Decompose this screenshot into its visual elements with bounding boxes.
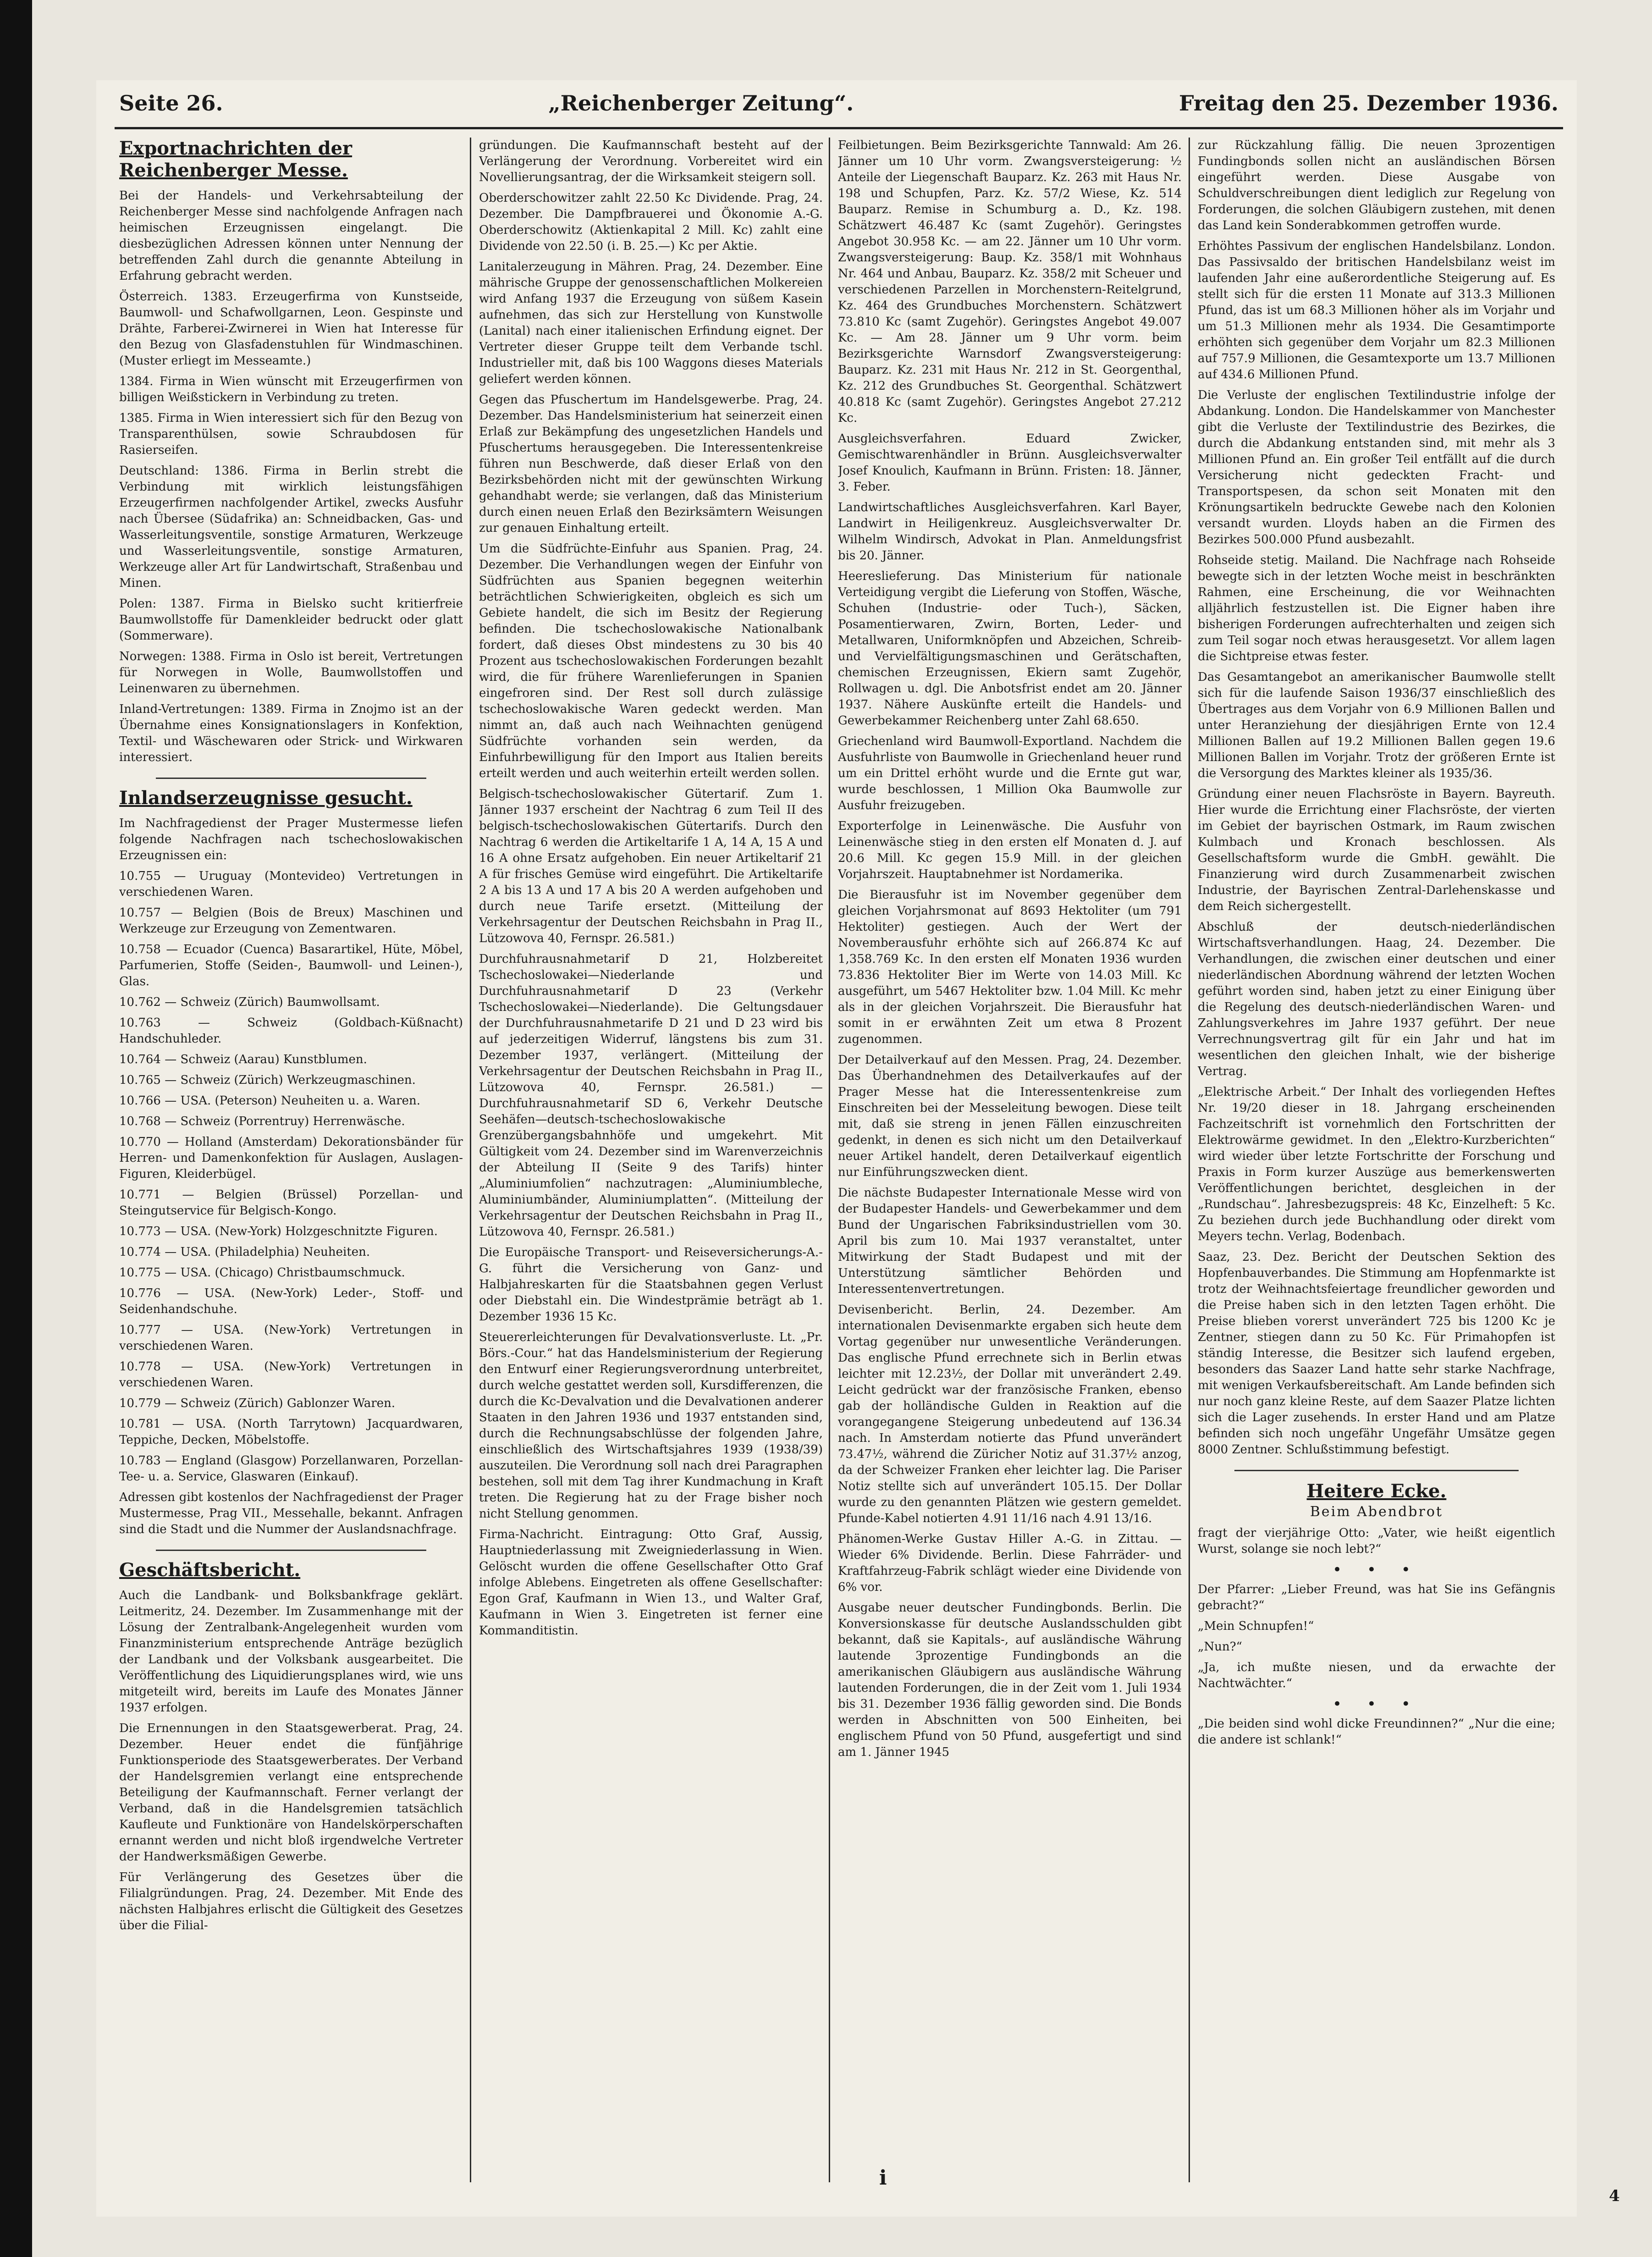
article: „Elektrische Arbeit.“ Der Inhalt des vorliegenden Heftes Nr. 19/20 dieser in 18. Jahrgang erscheinenden Fachzeitschrift ist vornehmlich den Fortschritten der Elektrowärme gewidmet. In den „Elektro-Kurzberichten“ wird wieder über letzte Fortschritte der Forschung und Praxis in Form kurzer Auszüge aus bemerkenswerten Veröffentlichungen berichtet, desgleichen in der „Rundschau“. Jahresbezugspreis: 48 Kc, Einzelheft: 5 Kc. Zu beziehen durch jede Buchhandlung oder direkt vom Meyers techn. Verlag, Bodenbach. [1198, 1085, 1555, 1243]
article: Im Nachfragedienst der Prager Mustermesse liefen folgende Nachfragen nach tschechoslowakischen Erzeugnissen ein: [119, 817, 463, 862]
article: Phänomen-Werke Gustav Hiller A.-G. in Zittau. — Wieder 6% Dividende. Berlin. Diese Fahrräder- und Kraftfahrzeug-Fabrik schlägt wieder eine Dividende von 6% vor. [838, 1532, 1182, 1594]
article: Firma-Nachricht. Eintragung: Otto Graf, Aussig, Hauptniederlassung mit Zweigniederlassung in Wien. Gelöscht wurden die offene Gesellschafter Otto Graf infolge Ablebens. Eingetreten als offene Gesellschafter: Egon Graf, Kaufmann in Wien 13., und Walter Graf, Kaufmann in Wien 3. Eingetreten ist ferner eine Kommanditistin. [479, 1528, 823, 1638]
header-rule [115, 127, 1563, 129]
list-item: 10.781 — USA. (North Tarrytown) Jacquardwaren, Teppiche, Decken, Möbelstoffe. [119, 1417, 463, 1447]
page-header [119, 85, 1558, 121]
article: Österreich. 1383. Erzeugerfirma von Kunstseide, Baumwoll- und Schafwollgarnen, Leon. Gespinste und Drähte, Farberei-Zwirnerei in Wien hat Interesse für den Bezug von Glasfadenstuhlen für Windmaschinen. (Muster erliegt im Messeamte.) [119, 290, 463, 368]
joke: „Die beiden sind wohl dicke Freundinnen?“ „Nur die eine; die andere ist schlank!“ [1198, 1717, 1555, 1747]
list-item: 10.766 — USA. (Peterson) Neuheiten u. a. Waren. [119, 1094, 421, 1108]
article: Devisenbericht. Berlin, 24. Dezember. Am internationalen Devisenmarkte ergaben sich heute dem Vortag gegenüber nur unwesentliche Veränderungen. Das englische Pfund errechnete sich in Berlin etwas leichter mit 12.23½, der Dollar mit unverändert 2.49. Leicht gedrückt war der französische Franken, ebenso gab der holländische Gulden in Reaktion auf die vorangegangene Steigerung unbedeutend auf 136.34 nach. In Amsterdam notierte das Pfund unverändert 73.47½, während die Züricher Notiz auf 31.37½ anzog, da der Schweizer Franken eher leichter lag. Die Pariser Notiz stellte sich auf unverändert 105.15. Der Dollar wurde zu den genannten Plätzen wie gestern gemeldet. Pfunde-Kabel notierten 4.91 11/16 nach 4.91 13/16. [838, 1303, 1182, 1525]
print-mark: i [879, 2166, 887, 2190]
article: Die Europäische Transport- und Reiseversicherungs-A.-G. führt die Versicherung von Ganz- und Halbjahreskarten für die Staatsbahnen gegen Verlust oder Diebstahl ein. Die Windestprämie beträgt ab 1. Dezember 1936 15 Kc. [479, 1246, 823, 1324]
article: Feilbietungen. Beim Bezirksgerichte Tannwald: Am 26. Jänner um 10 Uhr vorm. Zwangsversteigerung: ½ Anteile der Liegenschaft Bauparz. Kz. 263 mit Haus Nr. 198 und Schupfen, Parz. Kz. 57/2 Wiese, Kz. 514 Bauparz. Remise in Schumburg a. D., Kz. 198. Schätzwert 46.487 Kc (samt Zugehör). Geringstes Angebot 30.958 Kc. — am 22. Jänner um 10 Uhr vorm. Zwangsversteigerung: Baup. Kz. 358/1 mit Wohnhaus Nr. 464 und Anbau, Bauparz. Kz. 358/2 mit Scheuer und verschiedenen Parzellen in Morchenstern-Reitelgrund, Kz. 464 des Grundbuches Morchenstern. Schätzwert 73.810 Kc (samt Zugehör). Geringstes Angebot 49.007 Kc. — Am 28. Jänner um 9 Uhr vorm. beim Bezirksgerichte Warnsdorf Zwangsversteigerung: Bauparz. Kz. 231 mit Haus Nr. 212 in St. Georgenthal, Kz. 212 des Grundbuches St. Georgenthal. Schätzwert 40.818 Kc (samt Zugehör). Geringstes Angebot 27.212 Kc. [838, 138, 1182, 425]
list-item: 10.776 — USA. (New-York) Leder-, Stoff- und Seidenhandschuhe. [119, 1286, 463, 1316]
list-item: 10.765 — Schweiz (Zürich) Werkzeugmaschinen. [119, 1073, 416, 1087]
article: Inland-Vertretungen: 1389. Firma in Znojmo ist an der Übernahme eines Konsignationslagers in Konfektion, Textil- und Wäschewaren oder Strick- und Wirkwaren interessiert. [119, 702, 463, 764]
page-number: Seite 26. [119, 91, 223, 116]
list-item: 10.758 — Ecuador (Cuenca) Basarartikel, Hüte, Möbel, Parfumerien, Stoffe (Seiden-, Baumwoll- und Leinen-), Glas. [119, 943, 463, 988]
article: Bei der Handels- und Verkehrsabteilung der Reichenberger Messe sind nachfolgende Anfragen nach heimischen Erzeugnissen eingelangt. Die diesbezüglichen Adressen können unter Nennung der betreffenden Zahl durch die genannte Abteilung in Erfahrung gebracht werden. [119, 189, 463, 283]
article: Deutschland: 1386. Firma in Berlin strebt die Verbindung mit wirklich leistungsfähigen Erzeugerfirmen nachfolgender Artikel, zwecks Ausfuhr nach Übersee (Südafrika) an: Schneidbacken, Gas- und Wasserleitungsventile, sonstige Armaturen, Werkzeuge und Wasserleitungsventile, sonstige Armaturen, Werkzeuge aller Art für Landwirtschaft, Straßenbau und Minen. [119, 464, 463, 590]
article: Griechenland wird Baumwoll-Exportland. Nachdem die Ausfuhrliste von Baumwolle in Griechenland heuer rund um ein Drittel erhöht wurde und die Ernte gut war, wurde beschlossen, 1 Million Oka Baumwolle zur Ausfuhr freizugeben. [838, 734, 1182, 812]
joke-line: „Nun?“ [1198, 1640, 1242, 1654]
list-item: 10.775 — USA. (Chicago) Christbaumschmuck. [119, 1266, 405, 1280]
article: Lanitalerzeugung in Mähren. Prag, 24. Dezember. Eine mährische Gruppe der genossenschaftlichen Molkereien wird Anfang 1937 die Erzeugung von süßem Kasein aufnehmen, das sich zur Herstellung von Kunstwolle (Lanital) nach einer italienischen Erfindung eignet. Der Vertreter dieser Gruppe teilt dem Verbande tschl. Industrieller mit, daß bis 100 Waggons dieses Materials geliefert werden können. [479, 260, 823, 386]
column-divider [829, 138, 830, 2182]
article: Der Detailverkauf auf den Messen. Prag, 24. Dezember. Das Überhandnehmen des Detailverkaufes auf der Prager Messe hat die Interessentenkreise zum Einschreiten bei der Messeleitung bewogen. Diese teilt mit, daß sie streng in jenen Fällen einzuschreiten gedenkt, in denen es sich nicht um den Detailverkauf neuer Artikel handelt, deren Detailverkauf eigentlich nur Einführungszwecken dient. [838, 1053, 1182, 1179]
list-item: 10.768 — Schweiz (Porrentruy) Herrenwäsche. [119, 1115, 405, 1128]
article: gründungen. Die Kaufmannschaft besteht auf der Verlängerung der Verordnung. Vorbereitet wird ein Novellierungsantrag, der die Wirksamkeit steigern soll. [479, 138, 823, 184]
list-item: 10.763 — Schweiz (Goldbach-Küßnacht) Handschuhleder. [119, 1016, 463, 1046]
list-item: 10.755 — Uruguay (Montevideo) Vertretungen in verschiedenen Waren. [119, 869, 463, 899]
article: 1384. Firma in Wien wünscht mit Erzeugerfirmen von billigen Weißstickern in Verbindung zu treten. [119, 375, 463, 404]
column-1 [119, 138, 463, 2191]
list-item: 10.777 — USA. (New-York) Vertretungen in verschiedenen Waren. [119, 1323, 463, 1353]
list-item: 10.774 — USA. (Philadelphia) Neuheiten. [119, 1245, 370, 1259]
article: Norwegen: 1388. Firma in Oslo ist bereit, Vertretungen für Norwegen in Wolle, Baumwollstoffen und Leinenwaren zu übernehmen. [119, 650, 463, 695]
column-4 [1198, 138, 1555, 2191]
list-item: 10.783 — England (Glasgow) Porzellanwaren, Porzellan-Tee- u. a. Service, Glaswaren (Einkauf). [119, 1454, 463, 1484]
page-marker: 4 [1609, 2187, 1620, 2205]
article: Polen: 1387. Firma in Bielsko sucht kritierfreie Baumwollstoffe für Damenkleider bedruckt oder glatt (Sommerware). [119, 597, 463, 643]
article: Adressen gibt kostenlos der Nachfragedienst der Prager Mustermesse, Prag VII., Messehalle, bekannt. Anfragen sind die Stadt und die Nummer der Auslandsnachfrage. [119, 1490, 463, 1536]
section-divider [156, 1550, 426, 1551]
article: Die Ernennungen in den Staatsgewerberat. Prag, 24. Dezember. Heuer endet die fünfjährige Funktionsperiode des Staatsgewerberates. Der Verband der Handelsgremien verlangt eine entsprechende Beteiligung der Kaufmannschaft. Ferner verlangt der Verband, daß in die Handelsgremien tatsächlich Kaufleute und Funktionäre von Handelskörperschaften ernannt werden und nicht bloß irgendwelche Vertreter der Handwerksmäßigen Gewerbe. [119, 1722, 463, 1864]
article: Das Gesamtangebot an amerikanischer Baumwolle stellt sich für die laufende Saison 1936/37 einschließlich des Übertrages aus dem Vorjahr von 6.9 Millionen Ballen und unter Heranziehung der diesjährigen Ernte von 12.4 Millionen Ballen auf 19.2 Millionen Ballen gegen 19.6 Millionen Ballen im Vorjahr. Trotz der größeren Ernte ist die Versorgung des Marktes kleiner als 1935/36. [1198, 670, 1555, 780]
humor-heading: Heitere Ecke. [1306, 1480, 1447, 1502]
article: zur Rückzahlung fällig. Die neuen 3prozentigen Fundingbonds sollen nicht an ausländischen Börsen eingeführt werden. Diese Ausgabe von Schuldverschreibungen dient lediglich zur Regelung von Forderungen, die solchen Gläubigern zustehen, mit denen das Land kein Sonderabkommen getroffen wurde. [1198, 138, 1555, 232]
separator-dots: • • • [1333, 1561, 1421, 1579]
list-item: 10.778 — USA. (New-York) Vertretungen in verschiedenen Waren. [119, 1360, 463, 1390]
article: Abschluß der deutsch-niederländischen Wirtschaftsverhandlungen. Haag, 24. Dezember. Die Verhandlungen, die zwischen einer deutschen und einer niederländischen Abordnung während der letzten Wochen geführt worden sind, haben jetzt zu einer Einigung über die Regelung des deutsch-niederländischen Waren- und Zahlungsverkehres im Jahre 1937 geführt. Der neue Verrechnungsvertrag gilt für ein Jahr und hat im wesentlichen den gleichen Inhalt, wie der bisherige Vertrag. [1198, 920, 1555, 1078]
article: Gegen das Pfuschertum im Handelsgewerbe. Prag, 24. Dezember. Das Handelsministerium hat seinerzeit einen Erlaß zur Bekämpfung des ungesetzlichen Handels und Pfuschertums herausgegeben. Die Interessentenkreise führen nun Beschwerde, daß dieser Erlaß von den Bezirksbehörden nicht mit der gewünschten Wirkung gehandhabt werde; sie verlangen, daß das Ministerium durch einen neuen Erlaß den Bezirksämtern Weisungen zur genauen Einhaltung erteilt. [479, 393, 823, 535]
issue-date: Freitag den 25. Dezember 1936. [1179, 91, 1558, 116]
separator-dots: • • • [1333, 1695, 1421, 1713]
joke-title: Beim Abendbrot [1310, 1504, 1443, 1520]
article: 1385. Firma in Wien interessiert sich für den Bezug von Transparenthülsen, sowie Schraubdosen für Rasierseifen. [119, 411, 463, 457]
section-heading: Inlandserzeugnisse gesucht. [119, 787, 413, 809]
column-divider [1189, 138, 1190, 2182]
column-divider [470, 138, 471, 2182]
article: Steuererleichterungen für Devalvationsverluste. Lt. „Pr. Börs.-Cour.“ hat das Handelsministerium der Regierung den Entwurf einer Regierungsverordnung unterbreitet, durch welche gestattet werden soll, Kursdifferenzen, die durch die Kc-Devalvation und die Devalvationen anderer Staaten in den Jahren 1936 und 1937 entstanden sind, durch die Rechnungsabschlüsse der folgenden Jahre, einschließlich des Wirtschaftsjahres 1939 (1938/39) auszuteilen. Die Verordnung soll nach drei Paragraphen bestehen, soll mit dem Tag ihrer Kundmachung in Kraft treten. Die Regierung hat zu der Frage bisher noch nicht Stellung genommen. [479, 1330, 823, 1521]
article: Die Verluste der englischen Textilindustrie infolge der Abdankung. London. Die Handelskammer von Manchester gibt die Verluste der Textilindustrie des Bezirkes, die durch die Abdankung entstanden sind, mit mehr als 3 Millionen Pfund an. Ein großer Teil entfällt auf die durch Versicherung nicht gedeckten Fracht- und Transportspesen, da schon seit Monaten mit den Krönungsartikeln bedruckte Gewebe nach den Kolonien versandt wurden. Lloyds haben an die Firmen des Bezirkes 500.000 Pfund ausbezahlt. [1198, 388, 1555, 546]
list-item: 10.757 — Belgien (Bois de Breux) Maschinen und Werkzeuge zur Erzeugung von Zementwaren. [119, 906, 463, 936]
article: Auch die Landbank- und Bolksbankfrage geklärt. Leitmeritz, 24. Dezember. Im Zusammenhange mit der Lösung der Zentralbank-Angelegenheit wurden vom Finanzministerium entsprechende Anträge bezüglich der Landbank und der Volksbank ausgearbeitet. Die Veröffentlichung des Liquidierungsplanes wird, wie uns mitgeteilt wird, bereits im Laufe des Monates Jänner 1937 erfolgen. [119, 1589, 463, 1715]
article: Ausgabe neuer deutscher Fundingbonds. Berlin. Die Konversionskasse für deutsche Auslandsschulden gibt bekannt, daß sie Kapitals-, auf ausländische Währung lautende 3prozentige Fundingbonds an die amerikanischen Gläubigern aus ausländische Währung lautenden Forderungen, die in der Zeit vom 1. Juli 1934 bis 31. Dezember 1936 fällig geworden sind. Die Bonds werden in Abschnitten von 500 Einheiten, bei englischem Pfund von 50 Pfund, ausgefertigt und sind am 1. Jänner 1945 [838, 1601, 1182, 1759]
section-heading: Exportnachrichten der Reichenberger Messe. [119, 138, 352, 181]
list-item: 10.773 — USA. (New-York) Holzgeschnitzte Figuren. [119, 1225, 438, 1238]
article: Die nächste Budapester Internationale Messe wird von der Budapester Handels- und Gewerbekammer und dem Bund der Ungarischen Fabriksindustriellen vom 30. April bis zum 10. Mai 1937 veranstaltet, unter Mitwirkung der Stadt Budapest und mit der Unterstützung sämtlicher Behörden und Interessentenvertretungen. [838, 1186, 1182, 1296]
column-2 [479, 138, 823, 2191]
article: Gründung einer neuen Flachsröste in Bayern. Bayreuth. Hier wurde die Errichtung einer Flachsröste, der vierten im Gebiet der bayrischen Ostmark, im Raum zwischen Kulmbach und Kronach beschlossen. Als Gesellschaftsform wurde die GmbH. gewählt. Die Finanzierung wird durch Zusammenarbeit zwischen Industrie, der Bayrischen Zentral-Darlehenskasse und dem Reich sichergestellt. [1198, 787, 1555, 913]
article: Ausgleichsverfahren. Eduard Zwicker, Gemischtwarenhändler in Brünn. Ausgleichsverwalter Josef Knoulich, Kaufmann in Brünn. Fristen: 18. Jänner, 3. Feber. [838, 432, 1182, 494]
article: Landwirtschaftliches Ausgleichsverfahren. Karl Bayer, Landwirt in Heiligenkreuz. Ausgleichsverwalter Dr. Wilhelm Windirsch, Advokat in Plan. Anmeldungsfrist bis 20. Jänner. [838, 501, 1182, 563]
list-item: 10.779 — Schweiz (Zürich) Gablonzer Waren. [119, 1396, 396, 1410]
article: Für Verlängerung des Gesetzes über die Filialgründungen. Prag, 24. Dezember. Mit Ende des nächsten Halbjahres erlischt die Gültigkeit des Gesetzes über die Filial- [119, 1871, 463, 1932]
article: Rohseide stetig. Mailand. Die Nachfrage nach Rohseide bewegte sich in der letzten Woche meist in beschränkten Rahmen, eine Erscheinung, die vor Weihnachten alljährlich festzustellen ist. Die Eigner haben ihre bisherigen Forderungen aufrechterhalten und zeigen sich zum Teil sogar noch etwas herausgesetzt. Vor allem lagen die Sichtpreise etwas fester. [1198, 553, 1555, 663]
list-item: 10.764 — Schweiz (Aarau) Kunstblumen. [119, 1053, 367, 1066]
article: Oberderschowitzer zahlt 22.50 Kc Dividende. Prag, 24. Dezember. Die Dampfbrauerei und Ökonomie A.-G. Oberderschowitz (Aktienkapital 2 Mill. Kc) zahlt eine Dividende von 22.50 (i. B. 25.—) Kc per Aktie. [479, 191, 823, 253]
article: Saaz, 23. Dez. Bericht der Deutschen Sektion des Hopfenbauverbandes. Die Stimmung am Hopfenmarkte ist trotz der Weihnachtsfeiertage freundlicher geworden und die Preise haben sich in den letzten Tagen erhöht. Die Preise blieben vorerst unverändert 725 bis 1200 Kc je Zentner, stiegen dann zu 50 Kc. Für Primahopfen ist ständig Interesse, die Besitzer sich laufend ergeben, besonders das Saazer Land hatte sehr starke Nachfrage, mit wenigen Verkaufsbereitschaft. Am Lande befinden sich nur noch ganz kleine Reste, auf dem Saazer Platze lichten sich die Lager zusehends. In erster Hand und am Platze befinden sich noch ungefähr Ungefähr Umsätze gegen 8000 Zentner. Schlußstimmung befestigt. [1198, 1250, 1555, 1457]
article: Die Bierausfuhr ist im November gegenüber dem gleichen Vorjahrsmonat auf 8693 Hektoliter (um 791 Hektoliter) gestiegen. Auch der Wert der Novemberausfuhr erhöhte sich auf 266.874 Kc auf 1,358.769 Kc. In den ersten elf Monaten 1936 wurden 73.836 Hektoliter Bier im Werte von 14.03 Mill. Kc ausgeführt, um 5467 Hektoliter bzw. 1.04 Mill. Kc mehr als in der gleichen Vorjahrszeit. Die Bierausfuhr hat somit in er erwähnten Zeit um etwa 8 Prozent zugenommen. [838, 888, 1182, 1046]
section-divider [156, 778, 426, 779]
article: Durchfuhrausnahmetarif D 21, Holzbereitet Tschechoslowakei—Niederlande und Durchfuhrausnahmetarif D 23 (Verkehr Tschechoslowakei—Niederlande). Die Geltungsdauer der Durchfuhrausnahmetarife D 21 und D 23 wird bis auf jederzeitigen Widerruf, längstens bis zum 31. Dezember 1937, verlängert. (Mitteilung der Verkehrsagentur der Deutschen Reichsbahn in Prag II., Lützowova 40, Fernspr. 26.581.) — Durchfuhrausnahmetarif SD 6, Verkehr Deutsche Seehäfen—deutsch-tschechoslowakische Grenzübergangsbahnhöfe und umgekehrt. Mit Gültigkeit vom 24. Dezember sind im Warenverzeichnis der Abteilung II (Seite 9 des Tarifs) hinter „Aluminiumfolien“ nachzutragen: „Aluminiumbleche, Aluminiumbänder, Aluminiumplatten“. (Mitteilung der Verkehrsagentur der Deutschen Reichsbahn in Prag II., Lützowova 40, Fernspr. 26.581.) [479, 952, 823, 1239]
article: Exporterfolge in Leinenwäsche. Die Ausfuhr von Leinenwäsche stieg in den ersten elf Monaten d. J. auf 20.6 Mill. Kc gegen 15.9 Mill. in der gleichen Vorjahrszeit. Hauptabnehmer ist Nordamerika. [838, 819, 1182, 881]
section-heading: Geschäftsbericht. [119, 1559, 301, 1581]
list-item: 10.771 — Belgien (Brüssel) Porzellan- und Steingutservice für Belgisch-Kongo. [119, 1188, 463, 1218]
newspaper-page [96, 80, 1620, 2217]
binding-edge [0, 0, 32, 2257]
joke-line: „Ja, ich mußte niesen, und da erwachte der Nachtwächter.“ [1198, 1661, 1555, 1690]
section-divider [1234, 1470, 1519, 1471]
list-item: 10.770 — Holland (Amsterdam) Dekorationsbänder für Herren- und Damenkonfektion für Auslagen, Auslagen-Figuren, Kleiderbügel. [119, 1135, 463, 1181]
list-item: 10.762 — Schweiz (Zürich) Baumwollsamt. [119, 995, 380, 1009]
article: Heereslieferung. Das Ministerium für nationale Verteidigung vergibt die Lieferung von Stoffen, Wäsche, Schuhen (Industrie- oder Tuch-), Säcken, Posamentierwaren, Zwirn, Borten, Leder- und Metallwaren, Uniformknöpfen und Abzeichen, Schreib- und Vervielfältigungsmaschinen und Gerätschaften, chemischen Erzeugnissen, Ekiern samt Zugehör, Rollwagen u. dgl. Die Anbotsfrist endet am 20. Jänner 1937. Nähere Auskünfte erteilt die Handels- und Gewerbekammer Reichenberg unter Zahl 68.650. [838, 569, 1182, 728]
joke: fragt der vierjährige Otto: „Vater, wie heißt eigentlich Wurst, solange sie noch lebt?“ [1198, 1526, 1555, 1556]
newspaper-title: „Reichenberger Zeitung“. [548, 91, 854, 116]
column-3 [838, 138, 1182, 2191]
joke-line: Der Pfarrer: „Lieber Freund, was hat Sie ins Gefängnis gebracht?“ [1198, 1583, 1555, 1612]
joke-line: „Mein Schnupfen!“ [1198, 1619, 1314, 1633]
article: Um die Südfrüchte-Einfuhr aus Spanien. Prag, 24. Dezember. Die Verhandlungen wegen der Einfuhr von Südfrüchten aus Spanien begegnen weiterhin beträchtlichen Schwierigkeiten, obgleich es sich um Gebiete handelt, die sich im Besitz der Regierung befinden. Die tschechoslowakische Nationalbank fordert, daß dieses Obst mindestens zu 30 bis 40 Prozent aus tschechoslowakischen Forderungen bezahlt wird, die für frühere Warenlieferungen in Spanien eingefroren sind. Der Rest soll durch zulässige tschechoslowakische Waren gedeckt werden. Man nimmt an, daß auch nach Weihnachten genügend Südfrüchte vorhanden sein werden, da Einfuhrbewilligung für den Import aus Italien bereits erteilt werden und auch weiterhin erteilt werden sollen. [479, 542, 823, 780]
article: Erhöhtes Passivum der englischen Handelsbilanz. London. Das Passivsaldo der britischen Handelsbilanz weist im laufenden Jahr eine außerordentliche Steigerung auf. Es stellt sich für die ersten 11 Monate auf 313.3 Millionen Pfund, das ist um 68.3 Millionen höher als im Vorjahr und um 51.3 Millionen mehr als 1934. Die Gesamtimporte erhöhten sich gegenüber dem Vorjahr um 82.3 Millionen auf 757.9 Millionen, die Gesamtexporte um 13.7 Millionen auf 434.6 Millionen Pfund. [1198, 239, 1555, 381]
article: Belgisch-tschechoslowakischer Gütertarif. Zum 1. Jänner 1937 erscheint der Nachtrag 6 zum Teil II des belgisch-tschechoslowakischen Gütertarifs. Durch den Nachtrag 6 werden die Artikeltarife 1 A, 14 A, 15 A und 16 A ohne Ersatz aufgehoben. Ein neuer Artikeltarif 21 A für frisches Gemüse wird eingeführt. Die Artikeltarife 2 A bis 13 A und 17 A bis 20 A werden aufgehoben und durch neue Tarife ersetzt. (Mitteilung der Verkehrsagentur der Deutschen Reichsbahn in Prag II., Lützowova 40, Fernspr. 26.581.) [479, 787, 823, 945]
